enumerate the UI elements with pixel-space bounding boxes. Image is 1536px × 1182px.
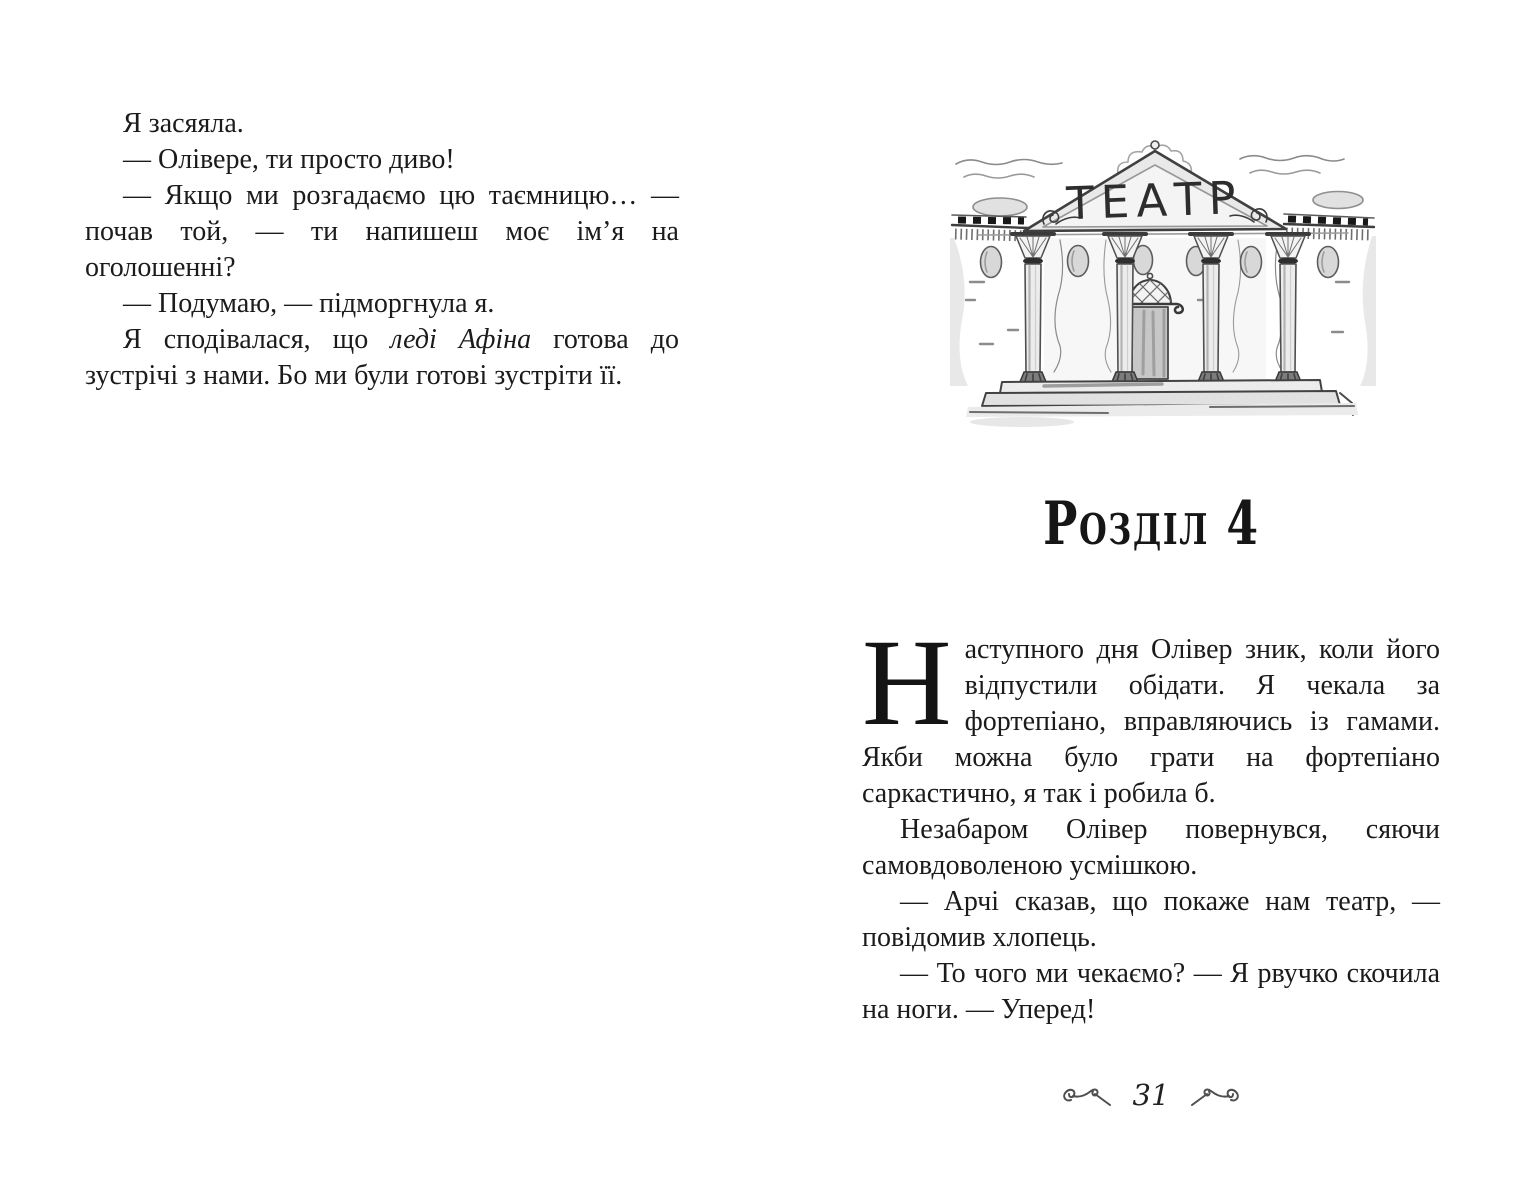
right-page-text <box>862 614 1440 1028</box>
pediment-finial <box>1151 141 1159 149</box>
beam-left <box>952 225 1028 228</box>
paragraph: Незабаром Олівер повернувся, сяючи самовдоволеною усмішкою. <box>862 814 1440 881</box>
dentils-right <box>1288 219 1368 222</box>
cloud-oval-left <box>973 198 1027 216</box>
theater-drawing <box>948 134 1378 434</box>
paragraph: — То чого ми чекаємо? — Я рвучко скочила на ноги. — Уперед! <box>862 958 1440 1025</box>
cloud-lines-left2 <box>964 174 1034 178</box>
theater-sign-text: ТЕАТР <box>1065 170 1244 231</box>
paragraph: — Олівере, ти просто диво! <box>123 144 455 175</box>
cornice-top-right <box>1284 214 1374 218</box>
page-footer <box>862 1078 1440 1112</box>
beam-right <box>1284 224 1374 227</box>
flourish-right-icon <box>1189 1082 1241 1108</box>
drop-cap: Н <box>862 614 952 751</box>
wall-wash-right <box>1360 236 1376 386</box>
left-page-text <box>85 106 679 394</box>
flourish-left-icon <box>1061 1082 1113 1108</box>
chapter-heading <box>862 489 1440 559</box>
text-run: аступного дня Олівер зник, коли його відпустили обідати. Я чекала за фортепіано, вправляючись із гамами. Якби можна було грати на фортепіано саркастично, я так і робила б. <box>862 634 1440 809</box>
cloud-lines-right <box>1240 156 1344 161</box>
text-run: готова до зустрічі з нами. Бо ми були готові зустріти її. <box>85 324 679 391</box>
theater-illustration <box>948 134 1378 434</box>
opening-paragraph <box>862 614 1440 812</box>
paragraph: — Якщо ми розгадаємо цю таємницю… — почав той, — ти напишеш моє ім’я на оголошенні? <box>85 180 679 283</box>
dentils-left <box>958 220 1024 221</box>
ground-shadow <box>970 417 1074 427</box>
paragraph: Я засяяла. <box>123 108 244 139</box>
text-run: Я сподівалася, що <box>123 324 391 355</box>
paragraph <box>85 322 679 394</box>
cloud-lines-right2 <box>1250 170 1320 174</box>
platform-shade <box>1044 384 1162 386</box>
page-number: 31 <box>1132 1078 1170 1112</box>
paragraph: — Арчі сказав, що покаже нам театр, — повідомив хлопець. <box>862 886 1440 953</box>
italic-phrase: леді Афіна <box>390 324 532 355</box>
wall-wash-left <box>950 238 968 386</box>
paragraph: — Подумаю, — підморгнула я. <box>123 288 495 319</box>
column-4 <box>1267 234 1309 391</box>
cloud-lines-left <box>956 160 1062 165</box>
cloud-oval-right <box>1313 192 1363 209</box>
chapter-heading-text: Розділ 4 <box>1042 489 1260 559</box>
